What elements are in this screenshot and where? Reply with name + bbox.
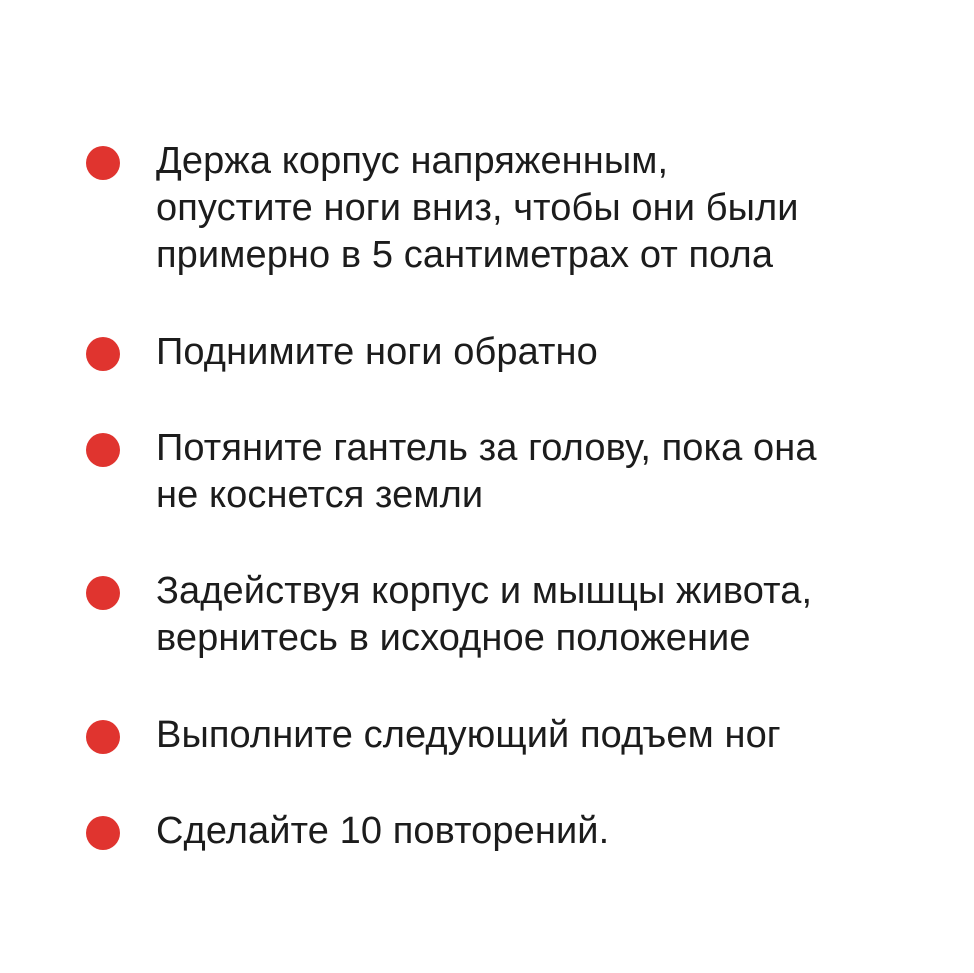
step-text: Поднимите ноги обратно — [156, 331, 598, 373]
bullet-dot-icon — [86, 816, 120, 850]
step-text: Потяните гантель за голову, пока она не коснется земли — [156, 427, 817, 516]
step-text: Задействуя корпус и мышцы живота, вернитесь в исходное положение — [156, 570, 813, 659]
step-text: Держа корпус напряженным, опустите ноги вниз, чтобы они были примерно в 5 сантиметрах от пола — [156, 140, 799, 276]
bullet-dot-icon — [86, 337, 120, 371]
bullet-dot-icon — [86, 146, 120, 180]
bullet-dot-icon — [86, 720, 120, 754]
step-text: Выполните следующий подъем ног — [156, 714, 781, 756]
step-text: Сделайте 10 повторений. — [156, 810, 610, 852]
bullet-dot-icon — [86, 576, 120, 610]
bullet-dot-icon — [86, 433, 120, 467]
